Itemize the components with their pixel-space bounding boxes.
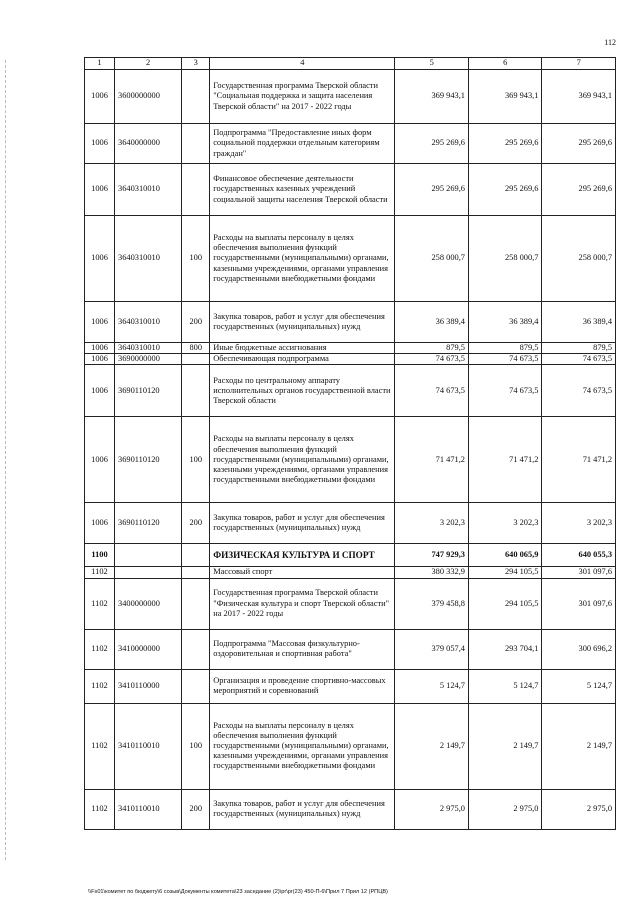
item-name: Массовый спорт [210, 567, 395, 578]
amount-col6: 295 269,6 [468, 124, 541, 164]
column-header-6: 6 [468, 58, 541, 70]
amount-col7: 301 097,6 [542, 578, 616, 629]
amount-col7: 3 202,3 [542, 503, 616, 544]
amount-col5: 3 202,3 [395, 503, 468, 544]
amount-col6: 2 975,0 [468, 789, 541, 829]
amount-col6: 3 202,3 [468, 503, 541, 544]
item-name: Государственная программа Тверской области "Социальная поддержка и защита населения Тверской области" на 2017 - 2022 годы [210, 70, 395, 124]
amount-col6: 293 704,1 [468, 629, 541, 669]
section-code: 1006 [85, 417, 115, 503]
amount-col5: 879,5 [395, 343, 468, 354]
amount-col6: 295 269,6 [468, 164, 541, 216]
item-name: Обеспечивающая подпрограмма [210, 354, 395, 365]
amount-col6: 36 389,4 [468, 302, 541, 343]
item-name: Закупка товаров, работ и услуг для обеспечения государственных (муниципальных) нужд [210, 789, 395, 829]
column-header-1: 1 [85, 58, 115, 70]
expense-kind [182, 164, 210, 216]
table-row [85, 703, 616, 789]
amount-col7: 301 097,6 [542, 567, 616, 578]
table-row [85, 70, 616, 124]
section-code: 1006 [85, 164, 115, 216]
amount-col6: 74 673,5 [468, 354, 541, 365]
section-code: 1006 [85, 354, 115, 365]
expense-kind [182, 578, 210, 629]
target-code: 3400000000 [115, 578, 182, 629]
table-row [85, 343, 616, 354]
item-name: Расходы на выплаты персоналу в целях обеспечения выполнения функций государственными (муниципальными) органами, казенными учреждениями, органами управления государственными внебюджетными фондами [210, 417, 395, 503]
table-row [85, 354, 616, 365]
amount-col7: 2 975,0 [542, 789, 616, 829]
table-row [85, 216, 616, 302]
amount-col5: 380 332,9 [395, 567, 468, 578]
section-code: 1102 [85, 567, 115, 578]
page-number: 112 [604, 38, 616, 47]
expense-kind [182, 629, 210, 669]
target-code: 3690110120 [115, 503, 182, 544]
section-code: 1006 [85, 70, 115, 124]
column-header-4: 4 [210, 58, 395, 70]
section-code: 1006 [85, 343, 115, 354]
amount-col6: 2 149,7 [468, 703, 541, 789]
expense-kind [182, 365, 210, 417]
table-row [85, 417, 616, 503]
item-name: Закупка товаров, работ и услуг для обеспечения государственных (муниципальных) нужд [210, 302, 395, 343]
amount-col7: 300 696,2 [542, 629, 616, 669]
amount-col5: 71 471,2 [395, 417, 468, 503]
expense-kind: 200 [182, 503, 210, 544]
budget-table [84, 57, 616, 830]
expense-kind: 200 [182, 789, 210, 829]
amount-col7: 295 269,6 [542, 164, 616, 216]
target-code: 3410110010 [115, 789, 182, 829]
amount-col7: 369 943,1 [542, 70, 616, 124]
expense-kind [182, 70, 210, 124]
target-code: 3410000000 [115, 629, 182, 669]
amount-col5: 295 269,6 [395, 124, 468, 164]
item-name: Государственная программа Тверской области "Физическая культура и спорт Тверской области" на 2017 - 2022 годы [210, 578, 395, 629]
item-name: Подпрограмма "Предоставление иных форм социальной поддержки отдельным категориям граждан" [210, 124, 395, 164]
table-row [85, 578, 616, 629]
target-code: 3410110000 [115, 669, 182, 703]
file-path-footer: \\Fs01\комитет по бюджету\6 созыв\Документы комитета\23 заседание (2)\pr\pr(23) 450-П-6\Прил 7 Прил 12 (РПЦВ) [88, 889, 388, 895]
target-code: 3690110120 [115, 417, 182, 503]
amount-col6: 5 124,7 [468, 669, 541, 703]
table-row [85, 124, 616, 164]
target-code: 3600000000 [115, 70, 182, 124]
amount-col6: 294 105,5 [468, 567, 541, 578]
table-header-row [85, 58, 616, 70]
amount-col7: 640 055,3 [542, 544, 616, 567]
amount-col6: 71 471,2 [468, 417, 541, 503]
section-code: 1102 [85, 629, 115, 669]
item-name: Организация и проведение спортивно-массовых мероприятий и соревнований [210, 669, 395, 703]
item-name: Закупка товаров, работ и услуг для обеспечения государственных (муниципальных) нужд [210, 503, 395, 544]
expense-kind: 100 [182, 703, 210, 789]
section-code: 1006 [85, 216, 115, 302]
target-code [115, 567, 182, 578]
table-row [85, 365, 616, 417]
amount-col7: 71 471,2 [542, 417, 616, 503]
expense-kind [182, 544, 210, 567]
item-name: Финансовое обеспечение деятельности государственных казенных учреждений социальной защиты населения Тверской области [210, 164, 395, 216]
amount-col5: 5 124,7 [395, 669, 468, 703]
item-name: Расходы на выплаты персоналу в целях обеспечения выполнения функций государственными (муниципальными) органами, казенными учреждениями, органами управления государственными внебюджетными фондами [210, 703, 395, 789]
amount-col5: 747 929,3 [395, 544, 468, 567]
target-code: 3640310010 [115, 343, 182, 354]
table-row [85, 302, 616, 343]
expense-kind [182, 567, 210, 578]
amount-col5: 74 673,5 [395, 354, 468, 365]
column-header-7: 7 [542, 58, 616, 70]
target-code: 3410110010 [115, 703, 182, 789]
amount-col5: 36 389,4 [395, 302, 468, 343]
amount-col7: 258 000,7 [542, 216, 616, 302]
item-name: ФИЗИЧЕСКАЯ КУЛЬТУРА И СПОРТ [210, 544, 395, 567]
amount-col5: 74 673,5 [395, 365, 468, 417]
target-code: 3640000000 [115, 124, 182, 164]
expense-kind [182, 669, 210, 703]
section-code: 1006 [85, 302, 115, 343]
scan-edge-line [5, 60, 6, 860]
column-header-5: 5 [395, 58, 468, 70]
amount-col7: 74 673,5 [542, 354, 616, 365]
amount-col7: 5 124,7 [542, 669, 616, 703]
target-code: 3640310010 [115, 216, 182, 302]
amount-col6: 369 943,1 [468, 70, 541, 124]
amount-col5: 379 057,4 [395, 629, 468, 669]
item-name: Иные бюджетные ассигнования [210, 343, 395, 354]
expense-kind: 800 [182, 343, 210, 354]
amount-col7: 74 673,5 [542, 365, 616, 417]
item-name: Подпрограмма "Массовая физкультурно-оздоровительная и спортивная работа" [210, 629, 395, 669]
expense-kind [182, 124, 210, 164]
table-row [85, 503, 616, 544]
amount-col7: 295 269,6 [542, 124, 616, 164]
section-code: 1006 [85, 503, 115, 544]
amount-col5: 295 269,6 [395, 164, 468, 216]
expense-kind: 100 [182, 417, 210, 503]
amount-col5: 369 943,1 [395, 70, 468, 124]
amount-col7: 36 389,4 [542, 302, 616, 343]
target-code [115, 544, 182, 567]
amount-col5: 258 000,7 [395, 216, 468, 302]
section-code: 1100 [85, 544, 115, 567]
column-header-2: 2 [115, 58, 182, 70]
table-row [85, 669, 616, 703]
target-code: 3690110120 [115, 365, 182, 417]
amount-col5: 379 458,8 [395, 578, 468, 629]
amount-col7: 879,5 [542, 343, 616, 354]
amount-col6: 879,5 [468, 343, 541, 354]
section-code: 1102 [85, 703, 115, 789]
item-name: Расходы на выплаты персоналу в целях обеспечения выполнения функций государственными (муниципальными) органами, казенными учреждениями, органами управления государственными внебюджетными фондами [210, 216, 395, 302]
amount-col7: 2 149,7 [542, 703, 616, 789]
target-code: 3640310010 [115, 164, 182, 216]
item-name: Расходы по центральному аппарату исполнительных органов государственной власти Тверской области [210, 365, 395, 417]
table-row [85, 789, 616, 829]
amount-col6: 294 105,5 [468, 578, 541, 629]
section-code: 1006 [85, 124, 115, 164]
section-code: 1102 [85, 578, 115, 629]
section-code: 1006 [85, 365, 115, 417]
table-row [85, 629, 616, 669]
amount-col5: 2 975,0 [395, 789, 468, 829]
amount-col6: 640 065,9 [468, 544, 541, 567]
amount-col6: 74 673,5 [468, 365, 541, 417]
table-row [85, 544, 616, 567]
expense-kind: 200 [182, 302, 210, 343]
target-code: 3640310010 [115, 302, 182, 343]
expense-kind: 100 [182, 216, 210, 302]
expense-kind [182, 354, 210, 365]
table-row [85, 567, 616, 578]
section-code: 1102 [85, 789, 115, 829]
column-header-3: 3 [182, 58, 210, 70]
section-code: 1102 [85, 669, 115, 703]
target-code: 3690000000 [115, 354, 182, 365]
amount-col6: 258 000,7 [468, 216, 541, 302]
table-row [85, 164, 616, 216]
amount-col5: 2 149,7 [395, 703, 468, 789]
